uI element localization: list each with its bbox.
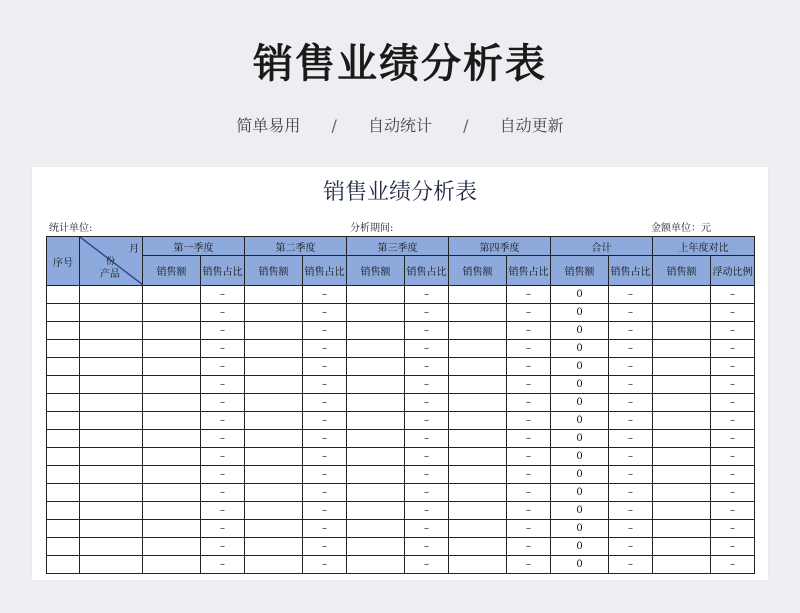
table-cell[interactable]: – — [405, 376, 449, 394]
table-cell[interactable] — [653, 322, 711, 340]
table-cell[interactable]: – — [609, 430, 653, 448]
table-cell[interactable] — [80, 412, 143, 430]
table-cell[interactable] — [143, 286, 201, 304]
table-cell[interactable] — [245, 448, 303, 466]
table-row — [47, 538, 755, 556]
table-cell[interactable] — [245, 394, 303, 412]
table-cell[interactable]: – — [711, 484, 755, 502]
table-cell[interactable] — [47, 484, 80, 502]
table-cell[interactable]: 0 — [551, 340, 609, 358]
corner-product-label: 产品 — [100, 269, 120, 280]
table-cell[interactable]: – — [609, 556, 653, 574]
table-cell[interactable] — [347, 394, 405, 412]
table-cell[interactable]: – — [507, 340, 551, 358]
col-seq: 序号 — [47, 237, 80, 286]
page-title: 销售业绩分析表 — [253, 41, 547, 87]
table-cell[interactable]: 0 — [551, 502, 609, 520]
table-cell[interactable] — [347, 502, 405, 520]
table-cell[interactable] — [653, 376, 711, 394]
table-cell[interactable] — [653, 394, 711, 412]
table-cell[interactable] — [47, 502, 80, 520]
sub-sales: 销售额 — [143, 256, 201, 286]
table-cell[interactable]: – — [201, 358, 245, 376]
table-cell[interactable]: – — [405, 358, 449, 376]
table-cell[interactable] — [80, 286, 143, 304]
table-cell[interactable]: – — [507, 520, 551, 538]
table-cell[interactable]: 0 — [551, 304, 609, 322]
table-cell[interactable] — [449, 412, 507, 430]
table-cell[interactable]: – — [201, 520, 245, 538]
tag-auto-update: 自动更新 — [499, 116, 564, 135]
sub-share: 销售占比 — [507, 256, 551, 286]
table-cell[interactable] — [47, 286, 80, 304]
table-cell[interactable]: 0 — [551, 520, 609, 538]
table-cell[interactable] — [47, 556, 80, 574]
table-cell[interactable]: – — [609, 322, 653, 340]
table-cell[interactable] — [245, 538, 303, 556]
table-cell[interactable] — [245, 466, 303, 484]
sales-table — [46, 236, 755, 574]
table-cell[interactable] — [143, 448, 201, 466]
table-cell[interactable] — [47, 538, 80, 556]
table-cell[interactable] — [347, 448, 405, 466]
table-cell[interactable] — [80, 322, 143, 340]
table-cell[interactable] — [347, 412, 405, 430]
table-cell[interactable]: – — [405, 520, 449, 538]
table-cell[interactable]: – — [303, 376, 347, 394]
table-cell[interactable]: – — [303, 358, 347, 376]
group-q3: 第三季度 — [347, 237, 449, 256]
table-cell[interactable]: – — [201, 376, 245, 394]
table-cell[interactable] — [80, 466, 143, 484]
table-cell[interactable]: 0 — [551, 286, 609, 304]
table-cell[interactable] — [653, 304, 711, 322]
table-cell[interactable]: – — [507, 412, 551, 430]
table-cell[interactable] — [347, 538, 405, 556]
table-cell[interactable] — [449, 466, 507, 484]
table-cell[interactable]: – — [201, 448, 245, 466]
table-cell[interactable]: – — [201, 412, 245, 430]
table-cell[interactable] — [653, 466, 711, 484]
table-cell[interactable]: – — [507, 448, 551, 466]
table-cell[interactable] — [653, 484, 711, 502]
table-cell[interactable]: – — [405, 286, 449, 304]
table-cell[interactable]: – — [711, 358, 755, 376]
table-cell[interactable]: – — [405, 502, 449, 520]
period-label: 分析期间: — [350, 223, 394, 234]
sub-share: 销售占比 — [405, 256, 449, 286]
table-cell[interactable] — [653, 502, 711, 520]
table-cell[interactable] — [80, 502, 143, 520]
table-cell[interactable] — [653, 286, 711, 304]
table-cell[interactable] — [449, 538, 507, 556]
table-cell[interactable] — [653, 340, 711, 358]
table-cell[interactable] — [347, 520, 405, 538]
table-cell[interactable]: 0 — [551, 538, 609, 556]
table-cell[interactable] — [245, 340, 303, 358]
table-cell[interactable]: – — [201, 286, 245, 304]
group-q1: 第一季度 — [143, 237, 245, 256]
table-cell[interactable] — [245, 412, 303, 430]
table-cell[interactable]: – — [303, 286, 347, 304]
table-cell[interactable] — [449, 340, 507, 358]
table-cell[interactable] — [653, 538, 711, 556]
table-cell[interactable] — [80, 448, 143, 466]
table-cell[interactable]: – — [507, 466, 551, 484]
table-cell[interactable] — [347, 556, 405, 574]
table-cell[interactable]: – — [507, 484, 551, 502]
table-cell[interactable]: – — [405, 304, 449, 322]
sub-share: 销售占比 — [303, 256, 347, 286]
table-cell[interactable]: – — [711, 466, 755, 484]
table-cell[interactable]: – — [201, 502, 245, 520]
sub-sales: 销售额 — [551, 256, 609, 286]
group-q2: 第二季度 — [245, 237, 347, 256]
table-cell[interactable]: – — [405, 322, 449, 340]
table-cell[interactable] — [449, 430, 507, 448]
table-cell[interactable] — [653, 520, 711, 538]
table-cell[interactable]: – — [303, 520, 347, 538]
table-cell[interactable] — [347, 466, 405, 484]
table-cell[interactable] — [80, 304, 143, 322]
tag-auto-stat: 自动统计 — [367, 116, 432, 135]
table-cell[interactable]: – — [711, 520, 755, 538]
table-cell[interactable] — [449, 394, 507, 412]
table-cell[interactable] — [347, 340, 405, 358]
table-cell[interactable]: 0 — [551, 430, 609, 448]
table-cell[interactable]: – — [711, 448, 755, 466]
table-cell[interactable]: – — [507, 304, 551, 322]
table-cell[interactable]: – — [201, 340, 245, 358]
table-cell[interactable] — [143, 430, 201, 448]
table-cell[interactable]: – — [405, 340, 449, 358]
table-row — [47, 304, 755, 322]
table-row — [47, 358, 755, 376]
table-cell[interactable] — [245, 520, 303, 538]
table-cell[interactable]: – — [405, 538, 449, 556]
table-cell[interactable] — [347, 304, 405, 322]
table-cell[interactable]: – — [711, 394, 755, 412]
table-cell[interactable] — [80, 430, 143, 448]
table-cell[interactable]: – — [201, 430, 245, 448]
table-cell[interactable] — [143, 304, 201, 322]
table-cell[interactable]: – — [507, 394, 551, 412]
table-cell[interactable] — [47, 322, 80, 340]
table-cell[interactable]: 0 — [551, 484, 609, 502]
sub-float-ratio: 浮动比例 — [711, 256, 755, 286]
table-cell[interactable] — [143, 520, 201, 538]
table-cell[interactable] — [47, 412, 80, 430]
table-cell[interactable]: – — [405, 484, 449, 502]
table-cell[interactable]: – — [201, 466, 245, 484]
tag-separator: / — [463, 116, 469, 135]
corner-fen-label: 份 — [106, 257, 116, 267]
table-cell[interactable]: – — [609, 394, 653, 412]
table-cell[interactable]: 0 — [551, 376, 609, 394]
table-cell[interactable] — [653, 430, 711, 448]
table-cell[interactable]: – — [711, 376, 755, 394]
table-cell[interactable]: – — [405, 394, 449, 412]
table-cell[interactable] — [47, 340, 80, 358]
table-cell[interactable]: – — [303, 538, 347, 556]
table-cell[interactable] — [449, 502, 507, 520]
table-cell[interactable] — [80, 358, 143, 376]
table-cell[interactable]: 0 — [551, 466, 609, 484]
table-cell[interactable]: – — [201, 394, 245, 412]
table-cell[interactable] — [653, 412, 711, 430]
stat-unit-label: 统计单位: — [49, 223, 93, 234]
table-cell[interactable] — [347, 430, 405, 448]
sub-share: 销售占比 — [609, 256, 653, 286]
table-cell[interactable] — [245, 304, 303, 322]
table-cell[interactable] — [347, 358, 405, 376]
table-cell[interactable]: – — [609, 448, 653, 466]
table-row — [47, 340, 755, 358]
table-cell[interactable]: – — [507, 376, 551, 394]
table-cell[interactable] — [449, 376, 507, 394]
table-cell[interactable]: – — [711, 412, 755, 430]
table-cell[interactable] — [245, 322, 303, 340]
table-cell[interactable] — [245, 484, 303, 502]
table-row — [47, 520, 755, 538]
table-body — [47, 286, 755, 574]
table-cell[interactable] — [47, 304, 80, 322]
table-cell[interactable]: – — [303, 484, 347, 502]
table-cell[interactable]: 0 — [551, 394, 609, 412]
sub-share: 销售占比 — [201, 256, 245, 286]
table-cell[interactable] — [449, 520, 507, 538]
table-cell[interactable] — [143, 394, 201, 412]
table-row — [47, 430, 755, 448]
col-corner — [80, 237, 143, 286]
table-cell[interactable]: – — [711, 304, 755, 322]
table-cell[interactable]: – — [201, 484, 245, 502]
table-cell[interactable]: – — [711, 556, 755, 574]
table-cell[interactable]: – — [609, 376, 653, 394]
table-cell[interactable] — [80, 520, 143, 538]
table-cell[interactable] — [653, 448, 711, 466]
table-cell[interactable]: – — [609, 304, 653, 322]
table-cell[interactable] — [245, 556, 303, 574]
table-cell[interactable] — [80, 340, 143, 358]
table-cell[interactable]: – — [609, 520, 653, 538]
table-cell[interactable]: – — [201, 304, 245, 322]
table-row — [47, 466, 755, 484]
table-cell[interactable]: – — [507, 430, 551, 448]
table-cell[interactable] — [449, 286, 507, 304]
table-cell[interactable] — [143, 556, 201, 574]
table-cell[interactable]: 0 — [551, 448, 609, 466]
table-cell[interactable] — [449, 322, 507, 340]
table-cell[interactable] — [80, 556, 143, 574]
table-cell[interactable] — [47, 520, 80, 538]
table-cell[interactable] — [245, 286, 303, 304]
table-cell[interactable]: – — [303, 466, 347, 484]
table-cell[interactable]: – — [609, 412, 653, 430]
table-cell[interactable] — [245, 430, 303, 448]
amount-unit-label: 金额单位：元 — [651, 223, 711, 234]
table-cell[interactable] — [653, 556, 711, 574]
table-cell[interactable] — [653, 358, 711, 376]
table-cell[interactable]: – — [303, 304, 347, 322]
table-cell[interactable] — [143, 322, 201, 340]
table-cell[interactable]: – — [201, 556, 245, 574]
sheet-title: 销售业绩分析表 — [322, 180, 477, 205]
table-cell[interactable]: – — [507, 286, 551, 304]
table-cell[interactable] — [47, 430, 80, 448]
table-cell[interactable]: – — [507, 538, 551, 556]
table-cell[interactable] — [143, 466, 201, 484]
table-row — [47, 502, 755, 520]
table-cell[interactable]: – — [405, 430, 449, 448]
table-row — [47, 394, 755, 412]
table-cell[interactable] — [47, 394, 80, 412]
table-cell[interactable]: – — [405, 412, 449, 430]
table-cell[interactable] — [47, 358, 80, 376]
group-yoy: 上年度对比 — [653, 237, 755, 256]
table-cell[interactable]: – — [609, 538, 653, 556]
table-cell[interactable]: – — [303, 502, 347, 520]
table-cell[interactable]: – — [609, 466, 653, 484]
table-cell[interactable]: – — [201, 322, 245, 340]
table-cell[interactable] — [347, 322, 405, 340]
table-cell[interactable]: – — [201, 538, 245, 556]
table-cell[interactable] — [47, 376, 80, 394]
table-cell[interactable] — [80, 484, 143, 502]
sub-sales: 销售额 — [347, 256, 405, 286]
table-cell[interactable]: – — [507, 556, 551, 574]
table-cell[interactable]: – — [507, 358, 551, 376]
table-row — [47, 322, 755, 340]
table-cell[interactable]: 0 — [551, 412, 609, 430]
spreadsheet-preview — [32, 167, 768, 580]
table-cell[interactable] — [47, 448, 80, 466]
table-cell[interactable]: – — [303, 340, 347, 358]
table-cell[interactable]: – — [405, 448, 449, 466]
table-cell[interactable] — [80, 376, 143, 394]
table-cell[interactable]: – — [303, 322, 347, 340]
tag-easy: 简单易用 — [236, 116, 301, 135]
table-cell[interactable] — [449, 358, 507, 376]
table-cell[interactable]: – — [303, 412, 347, 430]
table-cell[interactable]: – — [303, 394, 347, 412]
table-cell[interactable] — [245, 502, 303, 520]
table-cell[interactable] — [245, 376, 303, 394]
table-cell[interactable] — [47, 466, 80, 484]
table-cell[interactable]: – — [711, 502, 755, 520]
tag-separator: / — [331, 116, 337, 135]
table-row — [47, 448, 755, 466]
table-cell[interactable]: – — [303, 430, 347, 448]
table-cell[interactable]: – — [609, 340, 653, 358]
table-cell[interactable] — [143, 412, 201, 430]
corner-month-label: 月 — [129, 244, 139, 255]
table-cell[interactable]: – — [711, 430, 755, 448]
table-cell[interactable]: – — [507, 322, 551, 340]
table-row — [47, 286, 755, 304]
table-cell[interactable] — [143, 340, 201, 358]
table-cell[interactable]: – — [303, 448, 347, 466]
table-cell[interactable]: – — [711, 538, 755, 556]
table-cell[interactable] — [449, 556, 507, 574]
table-cell[interactable] — [143, 484, 201, 502]
table-cell[interactable]: – — [711, 340, 755, 358]
table-cell[interactable]: – — [609, 502, 653, 520]
sub-sales: 销售额 — [449, 256, 507, 286]
table-row — [47, 556, 755, 574]
table-cell[interactable] — [449, 448, 507, 466]
table-cell[interactable] — [347, 286, 405, 304]
table-cell[interactable] — [80, 538, 143, 556]
sub-sales: 销售额 — [245, 256, 303, 286]
table-row — [47, 412, 755, 430]
sub-sales: 销售额 — [653, 256, 711, 286]
group-q4: 第四季度 — [449, 237, 551, 256]
table-cell[interactable] — [449, 304, 507, 322]
table-cell[interactable] — [143, 358, 201, 376]
table-cell[interactable] — [143, 502, 201, 520]
table-cell[interactable] — [143, 376, 201, 394]
table-cell[interactable] — [245, 358, 303, 376]
table-cell[interactable]: – — [711, 286, 755, 304]
table-cell[interactable]: – — [405, 556, 449, 574]
table-cell[interactable]: – — [711, 322, 755, 340]
table-cell[interactable]: – — [303, 556, 347, 574]
table-cell[interactable]: – — [507, 502, 551, 520]
table-cell[interactable]: – — [609, 484, 653, 502]
table-cell[interactable]: – — [405, 466, 449, 484]
table-cell[interactable]: 0 — [551, 358, 609, 376]
table-cell[interactable] — [143, 538, 201, 556]
table-cell[interactable] — [347, 484, 405, 502]
table-cell[interactable]: – — [609, 358, 653, 376]
feature-tags — [0, 113, 800, 136]
table-cell[interactable] — [80, 394, 143, 412]
table-row — [47, 376, 755, 394]
table-cell[interactable]: – — [609, 286, 653, 304]
group-total: 合计 — [551, 237, 653, 256]
table-cell[interactable] — [449, 484, 507, 502]
table-cell[interactable] — [347, 376, 405, 394]
table-cell[interactable]: 0 — [551, 322, 609, 340]
table-cell[interactable]: 0 — [551, 556, 609, 574]
table-row — [47, 484, 755, 502]
